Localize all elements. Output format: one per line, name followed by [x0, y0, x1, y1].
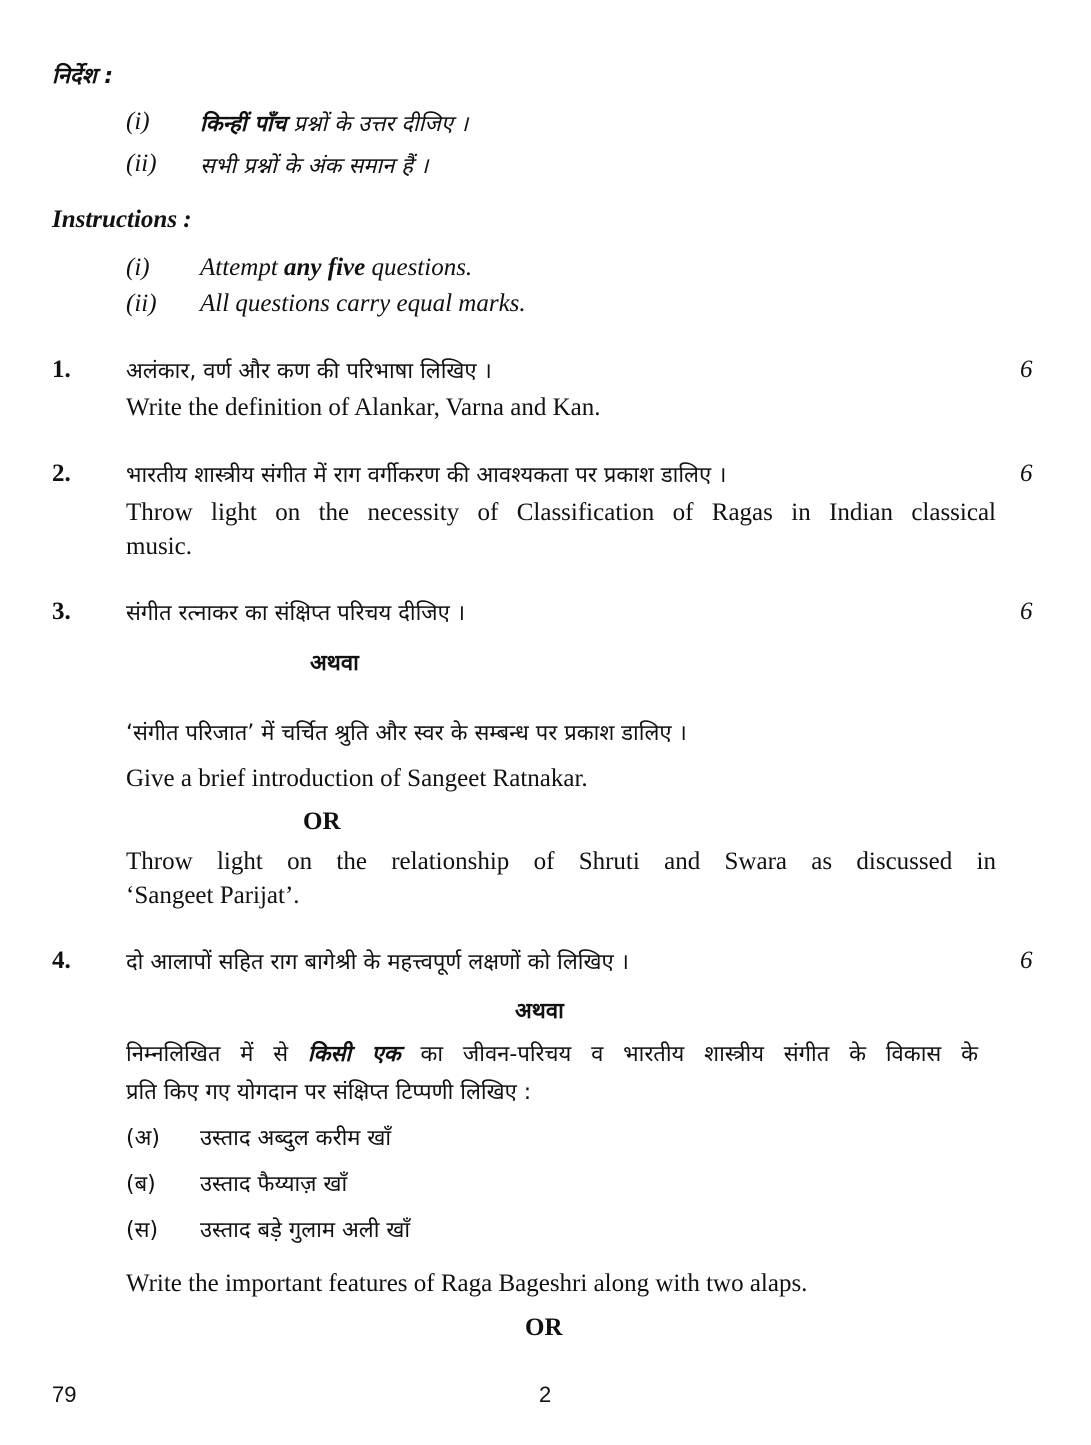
direction-1-number: (i) [126, 108, 150, 135]
instruction-1-number: (i) [126, 254, 150, 281]
question-4-hindi-alternative-line1 [126, 1038, 978, 1068]
footer-page-number: 2 [539, 1382, 552, 1407]
question-2-hindi: भारतीय शास्त्रीय संगीत में राग वर्गीकरण की आवश्यकता पर प्रकाश डालिए । [126, 463, 727, 488]
instruction-1-text [200, 254, 472, 282]
question-4-english: Write the important features of Raga Bageshri along with two alaps. [126, 1270, 808, 1297]
question-4-hindi-alternative-line2: प्रति किए गए योगदान पर संक्षिप्त टिप्पणी लिखिए : [126, 1080, 532, 1105]
direction-2-text: सभी प्रश्नों के अंक समान हैं । [200, 154, 429, 179]
option-b-text: उस्ताद फैय्याज़ खाँ [200, 1172, 348, 1197]
question-4-marks: 6 [1020, 947, 1033, 974]
question-3-or-english: OR [303, 808, 341, 835]
question-3-hindi: संगीत रत्नाकर का संक्षिप्त परिचय दीजिए । [126, 601, 466, 626]
question-2-marks: 6 [1020, 460, 1033, 487]
question-4-hindi-alternative-pre: निम्नलिखित में से [126, 1042, 308, 1067]
question-4-hindi: दो आलापों सहित राग बागेश्री के महत्त्वपूर्ण लक्षणों को लिखिए । [126, 950, 629, 975]
question-2-english-line1: Throw light on the necessity of Classification of Ragas in Indian classical [126, 499, 996, 526]
question-3-number: 3. [52, 598, 71, 625]
option-a-text: उस्ताद अब्दुल करीम खाँ [200, 1126, 392, 1151]
instruction-1-bold: any five [284, 254, 366, 281]
direction-1-bold: किन्हीं पाँच [200, 112, 287, 137]
instruction-1-pre: Attempt [200, 254, 285, 281]
option-a-label: (अ) [126, 1126, 160, 1151]
instruction-2-text: All questions carry equal marks. [200, 290, 526, 317]
question-1-hindi: अलंकार, वर्ण और कण की परिभाषा लिखिए । [126, 359, 492, 384]
question-4-number: 4. [52, 947, 71, 974]
option-c-label: (स) [126, 1218, 159, 1243]
question-2-english-line2: music. [126, 533, 192, 560]
question-3-marks: 6 [1020, 598, 1033, 625]
direction-2-number: (ii) [126, 150, 157, 177]
question-3-english-alternative-line2: ‘Sangeet Parijat’. [126, 882, 300, 909]
option-c-text: उस्ताद बड़े गुलाम अली खाँ [200, 1218, 411, 1243]
question-4-hindi-alternative-post: का जीवन-परिचय व भारतीय शास्त्रीय संगीत के विकास के [400, 1042, 978, 1067]
question-1-english: Write the definition of Alankar, Varna and Kan. [126, 394, 601, 421]
question-1-number: 1. [52, 356, 71, 383]
direction-1-text [200, 108, 468, 138]
direction-1-rest: प्रश्नों के उत्तर दीजिए । [286, 112, 469, 137]
instruction-1-post: questions. [365, 254, 473, 281]
question-3-hindi-alternative: ‘संगीत परिजात’ में चर्चित श्रुति और स्वर के सम्बन्ध पर प्रकाश डालिए । [126, 721, 687, 746]
question-2-number: 2. [52, 460, 71, 487]
question-1-marks: 6 [1020, 356, 1033, 383]
instructions-heading: Instructions : [52, 206, 192, 233]
question-4-or-english: OR [525, 1314, 563, 1341]
question-3-english-alternative-line1: Throw light on the relationship of Shruti and Swara as discussed in [126, 848, 996, 875]
option-b-label: (ब) [126, 1172, 156, 1197]
instruction-2-number: (ii) [126, 290, 157, 317]
question-3-or-hindi: अथवा [310, 651, 359, 676]
question-4-hindi-alternative-bold: किसी एक [307, 1042, 401, 1067]
footer-paper-code: 79 [52, 1382, 77, 1407]
question-3-english: Give a brief introduction of Sangeet Ratnakar. [126, 765, 588, 792]
directions-heading: निर्देश : [52, 64, 114, 89]
question-4-or-hindi: अथवा [515, 999, 564, 1024]
